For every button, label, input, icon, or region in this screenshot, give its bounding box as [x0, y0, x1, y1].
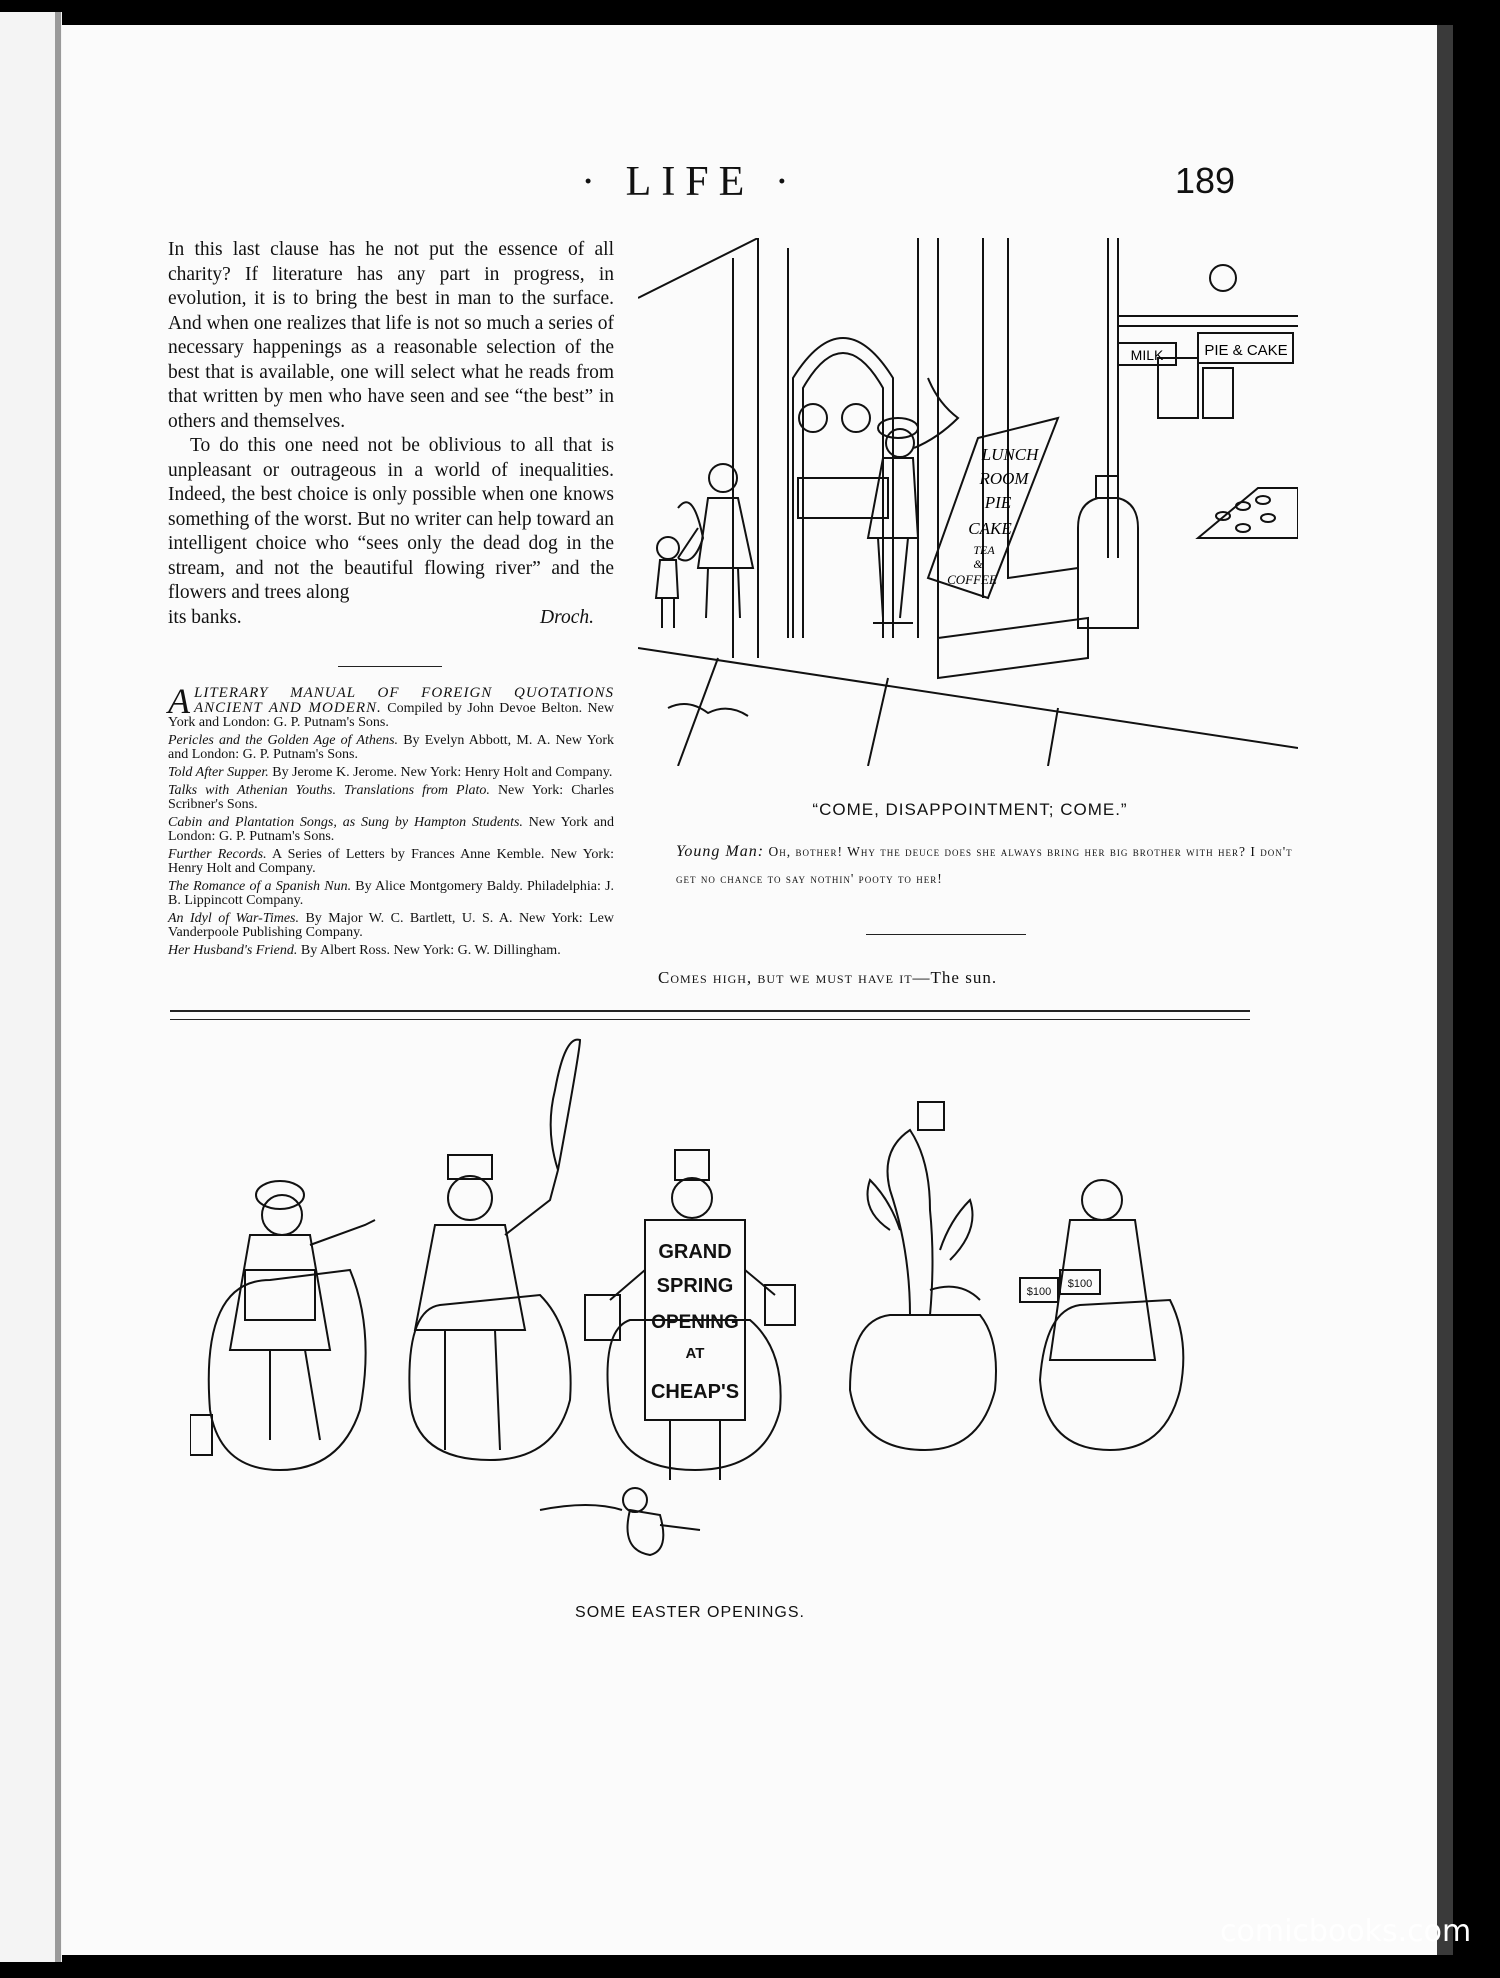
ringmaster-head [448, 1176, 492, 1220]
book-title: Cabin and Plantation Songs, as Sung by Hampton Students. [168, 815, 523, 830]
book-title: Further Records. [168, 847, 267, 862]
site-watermark: comicbooks.com [1220, 1914, 1472, 1949]
pie-cake-sign: PIE & CAKE [1204, 342, 1288, 359]
artist-signature [668, 704, 748, 716]
small-boy-head [657, 537, 679, 559]
quip [658, 968, 1298, 988]
page-number: 189 [1175, 160, 1236, 201]
magazine-title: · LIFE · [581, 159, 799, 205]
egg-shell [1040, 1300, 1183, 1450]
price-tag: $100 [1067, 1278, 1093, 1290]
essay-column [168, 238, 614, 630]
book-entry [168, 880, 614, 908]
organ-grinder-limbs [270, 1220, 375, 1440]
barrel-organ [245, 1270, 315, 1320]
book-details: By Major W. C. Bartlett, U. S. A. New York: Lew Vanderpoole Publishing Company. [168, 911, 614, 940]
book-title: Pericles and the Golden Age of Athens. [168, 733, 399, 748]
book-details: Compiled by John Devoe Belton. New York and London: G. P. Putnam's Sons. [168, 701, 614, 730]
girl-dress [698, 498, 753, 568]
ringmaster-legs [445, 1330, 500, 1450]
monkey-head [623, 1488, 647, 1512]
page-gutter [55, 12, 61, 1962]
book-entry [168, 912, 614, 940]
book-details: New York: Charles Scribner's Sons. [168, 783, 614, 812]
jar [1203, 368, 1233, 418]
dialog-text: Oh, bother! Why the deuce does she always bring her big brother with her? I don't get no chance to say nothin' pooty to her! [676, 844, 1293, 886]
essay-last-line: its banks. [168, 606, 242, 628]
smoke-trail [914, 378, 958, 448]
cartoon-caption: SOME EASTER OPENINGS. [575, 1604, 805, 1621]
egg-shell [850, 1315, 996, 1450]
book-title: Her Husband's Friend. [168, 943, 298, 958]
girl-legs [706, 568, 740, 618]
cartoon-caption: “COME, DISAPPOINTMENT; COME.” [812, 800, 1128, 819]
facing-page-edge [0, 12, 62, 1962]
book-title: Talks with Athenian Youths. Translations from Plato. [168, 783, 490, 798]
drop-cap: A [168, 681, 190, 721]
monkey-body [628, 1510, 664, 1555]
book-details: By Jerome K. Jerome. New York: Henry Holt and Company. [268, 765, 613, 780]
shopkeeper-head [1082, 1180, 1122, 1220]
doorstep [938, 618, 1088, 678]
essay-closing-line [168, 606, 614, 631]
milk-sign: MILK [1130, 347, 1164, 363]
shopkeeper-apron [1050, 1220, 1155, 1360]
bread-loaf [678, 502, 703, 560]
book-entry [168, 734, 614, 762]
cake [1256, 496, 1270, 504]
cake [1236, 524, 1250, 532]
book-details: By Albert Ross. New York: G. W. Dillingham. [297, 943, 561, 958]
young-man-head [886, 429, 914, 457]
board-text: TEA [973, 543, 995, 557]
ringmaster-coat [415, 1225, 525, 1330]
book-title: Told After Supper. [168, 765, 269, 780]
book-entry [168, 848, 614, 876]
sandwich-board-text: AT [685, 1345, 705, 1362]
arched-window-inner [803, 353, 883, 638]
sandwich-man-hat [675, 1150, 709, 1180]
dialog-speaker: Young Man: [676, 843, 765, 860]
book-details: By Evelyn Abbott, M. A. New York and London: G. P. Putnam's Sons. [168, 733, 614, 762]
egg-shell [409, 1295, 570, 1460]
book-entry [168, 766, 614, 780]
organ-grinder-head [262, 1195, 302, 1235]
sandwich-man-head [672, 1178, 712, 1218]
plant-leaves [868, 1180, 981, 1300]
sandwich-board-text: SPRING [656, 1275, 734, 1297]
alms-box [190, 1415, 212, 1455]
jar [1158, 358, 1198, 418]
essay-paragraph: In this last clause has he not put the essence of all charity? If literature has any part in progress, in evolution, it is to bring the best in man to the surface. And when one realizes that life is not so much a series of necessary happenings as a reasonable selection of the best that is available, one will select what he reads from that written by men who have seen and see “the best” in others and themselves. [168, 239, 614, 432]
book-entry [168, 784, 614, 812]
cake [1236, 502, 1250, 510]
book-title: LITERARY MANUAL OF FOREIGN QUOTATIONS ANCIENT AND MODERN. [194, 685, 614, 716]
book-title: The Romance of a Spanish Nun. [168, 879, 352, 894]
section-divider [338, 666, 442, 667]
section-divider [866, 934, 1026, 935]
page-shadow [1437, 25, 1453, 1955]
book-entry [168, 944, 614, 958]
board-text: CAKE [968, 519, 1012, 538]
books-received-list [168, 681, 615, 962]
quip-lead: Comes high, but we must have it [658, 968, 913, 987]
facade-pilaster [733, 248, 788, 658]
board-text: PIE [984, 493, 1012, 512]
book-details: New York and London: G. P. Putnam's Sons. [168, 815, 615, 844]
plant-stem [888, 1130, 933, 1315]
book-entry [168, 816, 614, 844]
board-text: COFFEE [947, 572, 997, 587]
double-rule-divider [170, 1010, 1250, 1020]
cartoon-dialog [676, 838, 1304, 892]
monkey-tail-leash [540, 1505, 700, 1530]
gas-lamp [842, 404, 870, 432]
doorway [1008, 238, 1078, 578]
book-title: An Idyl of War-Times. [168, 911, 299, 926]
sandwich-board-text: OPENING [651, 1312, 739, 1333]
sidewalk [638, 648, 1298, 766]
book-entry [168, 681, 614, 730]
sandwich-board-text: CHEAP'S [650, 1381, 740, 1403]
board-text: & [973, 557, 983, 571]
book-details: By Alice Montgomery Baldy. Philadelphia: J. B. Lippincott Company. [168, 879, 615, 908]
board-text: LUNCH [981, 445, 1039, 464]
egg-shell [209, 1270, 366, 1470]
board-text: ROOM [979, 469, 1029, 488]
essay-paragraph: To do this one need not be oblivious to all that is unpleasant or outrageous in a world of inequalities. Indeed, the best choice is only possible when one knows something of the worst. But no writer can help toward an intelligent choice who “sees only the dead dog in the stream, and not the beautiful flowing river” and the flowers and trees along [168, 435, 614, 603]
sandwich-board-text: GRAND [658, 1241, 732, 1263]
whip [505, 1040, 580, 1235]
easter-openings-cartoon [190, 1030, 1270, 1590]
price-tag: $100 [1026, 1286, 1052, 1298]
book-details: A Series of Letters by Frances Anne Kemble. New York: Henry Holt and Company. [168, 847, 614, 876]
lunch-room-cartoon [638, 238, 1298, 766]
small-boy [656, 560, 678, 628]
quip-attribution: —The sun. [912, 968, 998, 987]
cake [1261, 514, 1275, 522]
author-signature: Droch. [540, 606, 594, 628]
top-hat [918, 1102, 944, 1130]
gas-lamp [1210, 265, 1236, 291]
